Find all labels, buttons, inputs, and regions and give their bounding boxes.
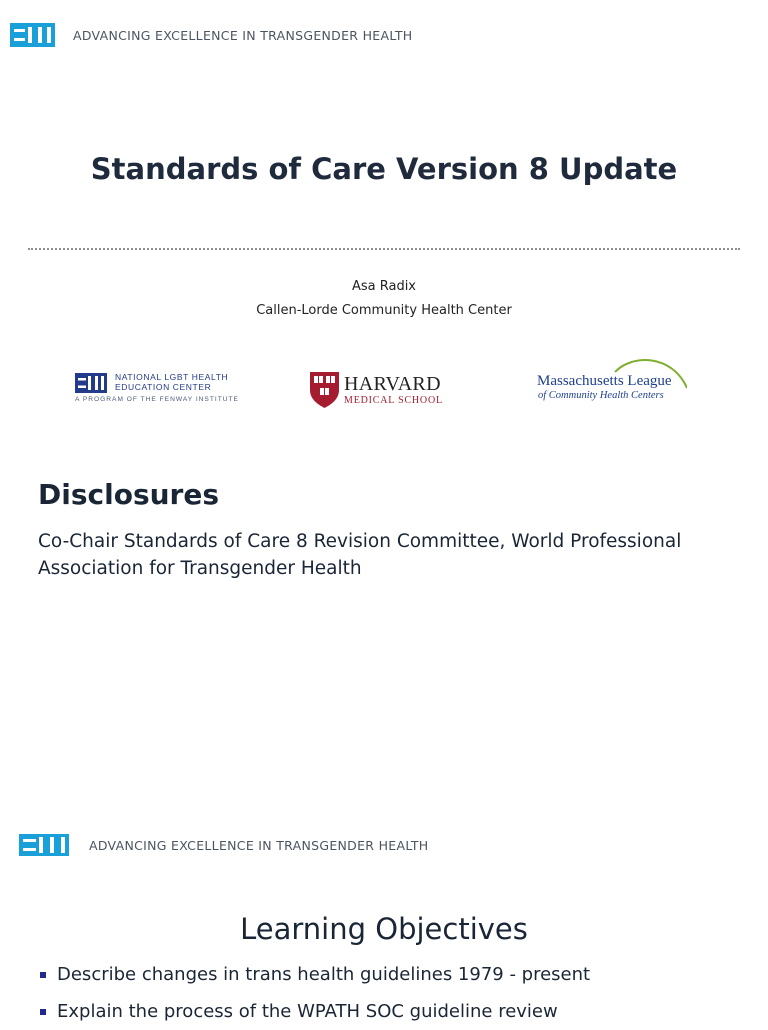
disclosures-text xyxy=(38,528,681,582)
mass-league-line1: Massachusetts League xyxy=(537,373,672,389)
objective-text: Describe changes in trans health guidelines 1979 - present xyxy=(57,964,591,985)
dotted-divider xyxy=(28,248,740,250)
harvard-logo xyxy=(310,372,455,408)
nlhec-line2: EDUCATION CENTER xyxy=(115,382,212,392)
nlhec-logo xyxy=(75,372,265,408)
mass-league-line2: of Community Health Centers xyxy=(538,390,664,401)
slide-2 xyxy=(0,790,768,1024)
disclosures-heading: Disclosures xyxy=(38,478,220,511)
presenter-name: Asa Radix xyxy=(351,279,417,294)
objectives-list xyxy=(40,956,590,1030)
disclosures-line-1: Co-Chair Standards of Care 8 Revision Committee, World Professional xyxy=(38,531,682,552)
brand-logo-icon xyxy=(10,23,55,47)
nlhec-line3: A PROGRAM OF THE FENWAY INSTITUTE xyxy=(75,396,239,403)
disclosures-line-2: Association for Transgender Health xyxy=(38,558,362,579)
bullet-icon xyxy=(40,972,46,978)
learning-objectives-heading: Learning Objectives xyxy=(240,912,528,946)
slide-title: Standards of Care Version 8 Update xyxy=(90,152,678,186)
bullet-icon xyxy=(40,1009,46,1015)
presenter-organization: Callen-Lorde Community Health Center xyxy=(256,303,512,318)
objective-text: Explain the process of the WPATH SOC guideline review xyxy=(57,1001,558,1022)
harvard-line2: MEDICAL SCHOOL xyxy=(344,395,443,406)
harvard-line1: HARVARD xyxy=(344,373,441,395)
nlhec-logo-icon xyxy=(75,373,107,393)
mass-league-logo xyxy=(537,356,697,406)
slide-2-header xyxy=(19,834,429,856)
header-tagline: ADVANCING EXCELLENCE IN TRANSGENDER HEALTH xyxy=(89,837,429,853)
header-tagline: ADVANCING EXCELLENCE IN TRANSGENDER HEALTH xyxy=(73,27,413,43)
slide-1-header xyxy=(10,23,413,47)
nlhec-line1: NATIONAL LGBT HEALTH xyxy=(115,372,229,382)
list-item xyxy=(40,993,590,1030)
brand-logo-icon xyxy=(19,834,69,856)
list-item xyxy=(40,956,590,993)
veritas-shield-icon xyxy=(310,372,339,408)
